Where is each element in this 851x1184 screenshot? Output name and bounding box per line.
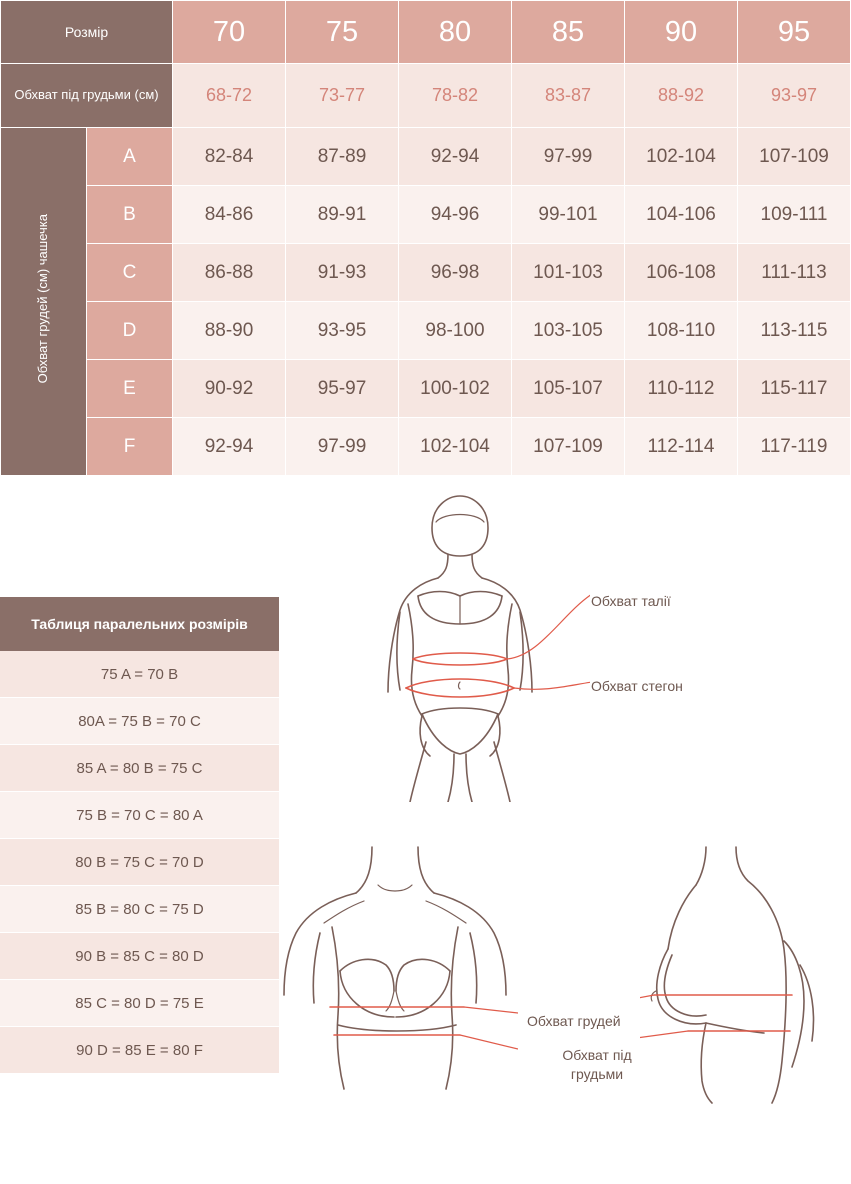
table-row-cup-a	[1, 128, 851, 186]
bust-d-95: 113-115	[738, 302, 851, 360]
bust-f-80: 102-104	[399, 418, 512, 476]
list-item: 85 C = 80 D = 75 E	[0, 980, 279, 1027]
underbust-value-75: 73-77	[286, 64, 399, 128]
underbust-value-90: 88-92	[625, 64, 738, 128]
bust-a-85: 97-99	[512, 128, 625, 186]
underbust-value-80: 78-82	[399, 64, 512, 128]
cup-label-d: D	[87, 302, 173, 360]
size-column-85: 85	[512, 1, 625, 64]
annotation-underbust	[537, 1046, 657, 1084]
bust-d-90: 108-110	[625, 302, 738, 360]
size-table	[0, 0, 851, 476]
bust-c-80: 96-98	[399, 244, 512, 302]
annotation-bust: Обхват грудей	[527, 1013, 621, 1029]
bust-e-70: 90-92	[173, 360, 286, 418]
bust-f-95: 117-119	[738, 418, 851, 476]
bust-e-85: 105-107	[512, 360, 625, 418]
side-bust-outline-icon	[640, 845, 830, 1105]
size-column-80: 80	[399, 1, 512, 64]
body-figure-illustration	[330, 492, 590, 802]
cup-label-a: A	[87, 128, 173, 186]
cup-label-f: F	[87, 418, 173, 476]
bust-b-70: 84-86	[173, 186, 286, 244]
table-row-header	[1, 1, 851, 64]
list-item: 75 B = 70 C = 80 A	[0, 792, 279, 839]
table-row-cup-b	[1, 186, 851, 244]
size-column-75: 75	[286, 1, 399, 64]
bust-b-85: 99-101	[512, 186, 625, 244]
cup-label-e: E	[87, 360, 173, 418]
bust-c-85: 101-103	[512, 244, 625, 302]
list-item: 85 B = 80 C = 75 D	[0, 886, 279, 933]
size-column-95: 95	[738, 1, 851, 64]
list-item: 90 D = 85 E = 80 F	[0, 1027, 279, 1074]
bust-e-80: 100-102	[399, 360, 512, 418]
table-row-cup-c	[1, 244, 851, 302]
bust-a-90: 102-104	[625, 128, 738, 186]
parallel-table-title: Таблиця паралельних розмірів	[0, 597, 279, 651]
annotation-underbust-line1: Обхват під	[562, 1047, 632, 1063]
bust-e-75: 95-97	[286, 360, 399, 418]
bust-f-70: 92-94	[173, 418, 286, 476]
bust-a-70: 82-84	[173, 128, 286, 186]
underbust-value-95: 93-97	[738, 64, 851, 128]
bust-e-90: 110-112	[625, 360, 738, 418]
side-torso-illustration	[640, 845, 830, 1105]
list-item: 80 B = 75 C = 70 D	[0, 839, 279, 886]
bust-c-75: 91-93	[286, 244, 399, 302]
bust-d-80: 98-100	[399, 302, 512, 360]
bust-b-80: 94-96	[399, 186, 512, 244]
bust-d-85: 103-105	[512, 302, 625, 360]
table-row-cup-d	[1, 302, 851, 360]
bust-f-90: 112-114	[625, 418, 738, 476]
bust-b-95: 109-111	[738, 186, 851, 244]
size-column-70: 70	[173, 1, 286, 64]
size-column-90: 90	[625, 1, 738, 64]
list-item: 85 A = 80 B = 75 C	[0, 745, 279, 792]
bust-c-95: 111-113	[738, 244, 851, 302]
list-item: 80A = 75 B = 70 C	[0, 698, 279, 745]
bust-e-95: 115-117	[738, 360, 851, 418]
size-header-label: Розмір	[1, 1, 173, 64]
list-item: 90 B = 85 C = 80 D	[0, 933, 279, 980]
table-row-cup-e	[1, 360, 851, 418]
bust-a-80: 92-94	[399, 128, 512, 186]
underbust-label: Обхват під грудьми (см)	[1, 64, 173, 128]
underbust-value-70: 68-72	[173, 64, 286, 128]
annotation-waist: Обхват талії	[591, 593, 671, 609]
list-item: 75 A = 70 B	[0, 651, 279, 698]
bust-c-90: 106-108	[625, 244, 738, 302]
front-torso-illustration	[268, 845, 518, 1105]
bust-a-95: 107-109	[738, 128, 851, 186]
bust-d-70: 88-90	[173, 302, 286, 360]
bust-b-90: 104-106	[625, 186, 738, 244]
bust-f-75: 97-99	[286, 418, 399, 476]
cup-label-b: B	[87, 186, 173, 244]
table-row-underbust	[1, 64, 851, 128]
bust-side-label: Обхват грудей (см) чашечка	[1, 128, 87, 476]
underbust-value-85: 83-87	[512, 64, 625, 128]
table-row-cup-f	[1, 418, 851, 476]
parallel-sizes-table	[0, 597, 279, 1074]
bust-c-70: 86-88	[173, 244, 286, 302]
bust-f-85: 107-109	[512, 418, 625, 476]
female-body-outline-icon	[330, 492, 590, 802]
annotation-hips: Обхват стегон	[591, 678, 683, 694]
bust-b-75: 89-91	[286, 186, 399, 244]
bust-a-75: 87-89	[286, 128, 399, 186]
cup-label-c: C	[87, 244, 173, 302]
annotation-underbust-line2: грудьми	[570, 1065, 624, 1082]
bust-d-75: 93-95	[286, 302, 399, 360]
front-bust-outline-icon	[268, 845, 518, 1105]
